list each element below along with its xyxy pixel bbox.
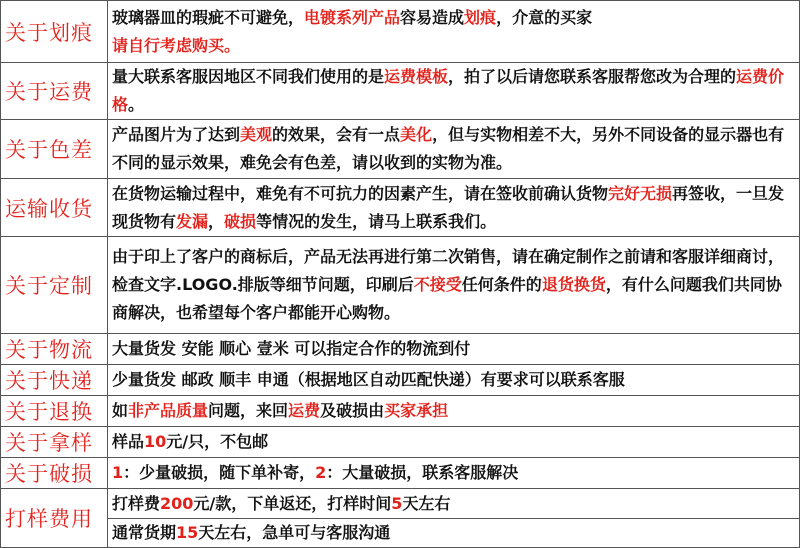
content-text: 元/只，不包邮 [166,432,269,451]
policy-row-11 [1,489,800,519]
highlight-text: 1 [112,463,124,482]
highlight-text: 非产品质量 [128,401,209,420]
content-text: 元/款，下单返还，打样时间 [193,493,392,513]
highlight-text: 完好无损 [608,183,673,203]
content-text: 等情况的发生，请马上联系我们。 [256,211,497,231]
content-text: ，但与实物相差不大，另外不同设备的显示器也有不同的显示效果，难免会有色差，请以收到的实物为准。 [112,125,785,172]
highlight-text: 美化 [400,125,433,144]
policy-row-10 [1,458,800,489]
policy-content [108,334,800,365]
policy-table-body [1,1,800,548]
content-text: ， [208,211,225,231]
policy-content [108,489,800,519]
policy-row-7 [1,365,800,396]
highlight-text: 发漏 [176,211,209,231]
policy-content [108,63,800,120]
content-text: 由于印上了客户的商标后，产品无法再进行第二次销售，请在确定制作之前请和客服详细商讨，检查文字.LOGO.排版等细节问题，印刷后 [112,247,785,294]
content-text: 通常货期 [112,523,177,542]
highlight-text: 请自行考虑购买。 [112,35,241,55]
content-text: ，拍了以后请您联系客服帮您改为合理的 [448,67,737,86]
policy-row-11-extra [1,519,800,548]
policy-label: 打样费用 [1,489,108,548]
highlight-text: 运费 [288,401,321,420]
policy-label: 关于划痕 [1,1,108,63]
highlight-text: 15 [176,523,199,542]
policy-content [108,120,800,179]
content-text: 。 [128,95,145,114]
content-text: 的效果，会有一点 [272,125,401,144]
content-text: ：少量破损，随下单补寄， [123,463,316,482]
content-text: 量大联系客服因地区不同我们使用的是 [112,67,385,86]
content-text: 问题，来回 [208,401,289,420]
policy-row-3 [1,120,800,179]
content-text: 少量货发 邮政 顺丰 申通（根据地区自动匹配快递）有要求可以联系客服 [112,370,625,389]
content-text: 天左右 [402,493,451,513]
policy-label: 关于物流 [1,334,108,365]
content-text: 样品 [112,432,145,451]
policy-row-6 [1,334,800,365]
policy-label: 关于拿样 [1,427,108,458]
policy-content [108,237,800,334]
highlight-text: 退货换货 [541,275,606,294]
policy-content [108,519,800,548]
policy-row-5 [1,237,800,334]
highlight-text: 运费价格 [112,67,785,114]
policy-row-8 [1,396,800,427]
policy-label: 运输收货 [1,179,108,237]
policy-label: 关于定制 [1,237,108,334]
policy-label: 关于快递 [1,365,108,396]
content-text: ，介意的买家 [496,7,593,27]
highlight-text: 10 [144,432,167,451]
content-text: ，有什么问题我们共同协商解决，也希望每个客户都能开心购物。 [112,275,782,322]
highlight-text: 电镀系列产品 [304,7,401,27]
policy-content [108,365,800,396]
highlight-text: 200 [160,493,194,513]
highlight-text: 买家承担 [384,401,449,420]
highlight-text: 划痕 [464,7,497,27]
content-text: 容易造成 [400,7,465,27]
highlight-text: 运费模板 [384,67,449,86]
content-text: 再签收，一旦发现货物有 [112,183,785,231]
content-text: 及破损由 [320,401,385,420]
policy-row-2 [1,63,800,120]
policy-row-1 [1,1,800,63]
content-text: 如 [112,401,129,420]
policy-label: 关于退换 [1,396,108,427]
policy-row-4 [1,179,800,237]
highlight-text: 美观 [240,125,273,144]
content-text: ：大量破损，联系客服解决 [326,463,519,482]
content-text: 大量货发 安能 顺心 壹米 可以指定合作的物流到付 [112,339,471,358]
highlight-text: 5 [391,493,403,513]
content-text: 天左右，急单可与客服沟通 [198,523,391,542]
content-text: 玻璃器皿的瑕疵不可避免， [112,7,305,27]
content-text: 任何条件的 [461,275,542,294]
content-text: 打样费 [112,493,161,513]
policy-content [108,1,800,63]
highlight-text: 不接受 [413,275,462,294]
policy-label: 关于色差 [1,120,108,179]
policy-content [108,179,800,237]
policy-row-9 [1,427,800,458]
content-text: 在货物运输过程中，难免有不可抗力的因素产生，请在签收前确认货物 [112,183,609,203]
highlight-text: 破损 [224,211,257,231]
policy-content [108,458,800,489]
highlight-text: 2 [315,463,327,482]
content-text: 产品图片为了达到 [112,125,241,144]
policy-label: 关于破损 [1,458,108,489]
policy-content [108,427,800,458]
policy-content [108,396,800,427]
policy-label: 关于运费 [1,63,108,120]
